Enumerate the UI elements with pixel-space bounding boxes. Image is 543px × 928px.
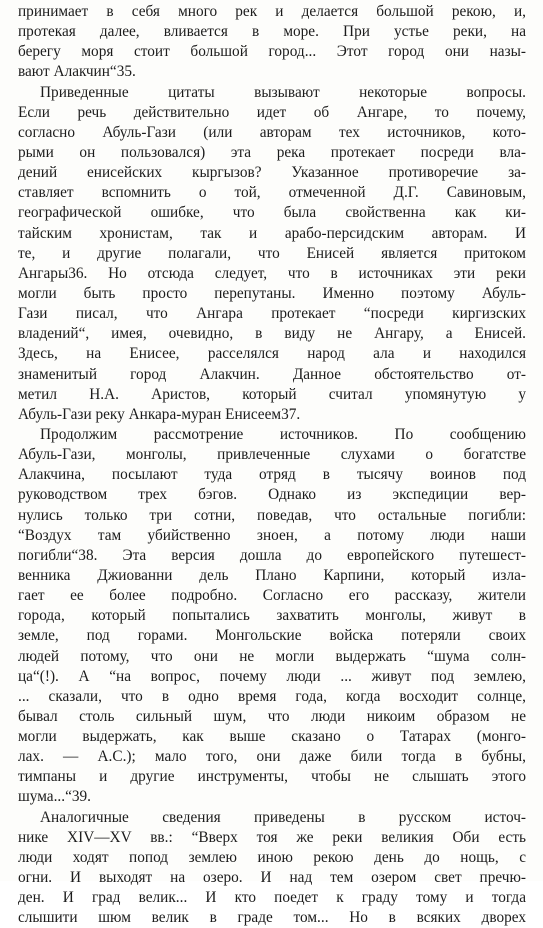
text-line: слышити шюм велик в граде том... Но в всяких дворех	[18, 909, 526, 927]
text-line: Алакчина, посылают туда отряд в тысячу воинов под	[18, 466, 526, 484]
text-line: руководством трех бэгов. Однако из экспедиции вер-	[18, 486, 526, 504]
text-line: дений енисейских кыргызов? Указанное противоречие за-	[18, 164, 526, 182]
text-line: Здесь, на Енисее, расселялся народ ала и находился	[18, 345, 526, 363]
body-text	[18, 2, 526, 928]
text-line: земле, под горами. Монгольские войска потеряли своих	[18, 627, 526, 645]
text-line: гает ее более подробно. Согласно его рассказу, жители	[18, 587, 526, 605]
text-line: “Воздух там убийственно зноен, а потому люди наши	[18, 526, 526, 544]
text-line: ставляет вспомнить о той, отмеченной Д.Г. Савиновым,	[18, 184, 526, 202]
text-line: вают Алакчин“35.	[18, 63, 136, 81]
text-line: Приведенные цитаты вызывают некоторые вопросы.	[40, 83, 526, 101]
text-line: принимает в себя много рек и делается большой рекою, и,	[18, 3, 526, 20]
text-line: Абуль-Гази реку Анкара-муран Енисеем37.	[18, 405, 301, 423]
text-line: ден. И град велик... И кто поедет к граду тому и тогда	[18, 889, 526, 907]
text-line: огни. И выходят на озеро. И над тем озером свет пречю-	[18, 869, 526, 887]
text-line: владений“, имея, очевидно, в виду не Ангару, а Енисей.	[18, 325, 526, 343]
text-line: нулись только три сотни, поведав, что остальные погибли:	[18, 506, 526, 524]
text-line: погибли“38. Эта версия дошла до европейского путешест-	[18, 546, 526, 564]
text-line: Гази писал, что Ангара протекает “посреди киргизских	[18, 305, 526, 323]
text-line: нике XIV—XV вв.: “Вверх тоя же реки великия Оби есть	[18, 828, 526, 846]
text-line: Продолжим рассмотрение источников. По сообщению	[40, 425, 526, 443]
text-line: могли быть просто перепутаны. Именно поэтому Абуль-	[18, 284, 526, 302]
text-line: люди ходят попод землею иною рекою день до нощь, с	[18, 848, 526, 866]
text-line: согласно Абуль-Гази (или авторам тех источников, кото-	[18, 123, 526, 141]
text-line: людей потому, что они не могли выдержать “шума солн-	[18, 647, 526, 665]
text-line: Ангары36. Но отсюда следует, что в источниках эти реки	[18, 264, 526, 282]
text-line: берегу моря стоит большой город... Этот город они назы-	[18, 43, 526, 61]
text-line: города, который попытались захватить монголы, живут в	[18, 607, 526, 625]
text-line: рыми он пользовался) эта река протекает посреди вла-	[18, 143, 526, 161]
text-line: Абуль-Гази, монголы, привлеченные слухами о богатстве	[18, 446, 526, 464]
text-line: шума...“39.	[18, 788, 91, 806]
text-line: ца“(!). А “на вопрос, почему люди ... живут под землею,	[18, 667, 526, 685]
text-line: лах. — А.С.); мало того, они даже били тогда в бубны,	[18, 748, 526, 766]
text-line: Если речь действительно идет об Ангаре, то почему,	[18, 103, 526, 121]
text-line: географической ошибке, что была свойственна как ки-	[18, 204, 526, 222]
text-line: тайским хронистам, так и арабо-персидским авторам. И	[18, 224, 526, 242]
text-line: знаменитый город Алакчин. Данное обстоятельство от-	[18, 365, 526, 383]
text-line: метил Н.А. Аристов, который считал упомянутую у	[18, 385, 526, 403]
text-line: Аналогичные сведения приведены в русском источ-	[40, 808, 526, 826]
text-line: могли выдержать, как выше сказано о Татарах (монго-	[18, 728, 526, 746]
text-line: тимпаны и другие инструменты, чтобы не слышать этого	[18, 768, 526, 786]
text-line: те, и другие полагали, что Енисей является притоком	[18, 244, 526, 262]
text-line: протекая далее, вливается в море. При устье реки, на	[18, 23, 526, 41]
text-line: бывал столь сильный шум, что люди никоим образом не	[18, 707, 526, 725]
text-line: венника Джиованни дель Плано Карпини, который изла-	[18, 566, 526, 584]
text-line: ... сказали, что в одно время года, когда восходит солнце,	[18, 687, 526, 705]
